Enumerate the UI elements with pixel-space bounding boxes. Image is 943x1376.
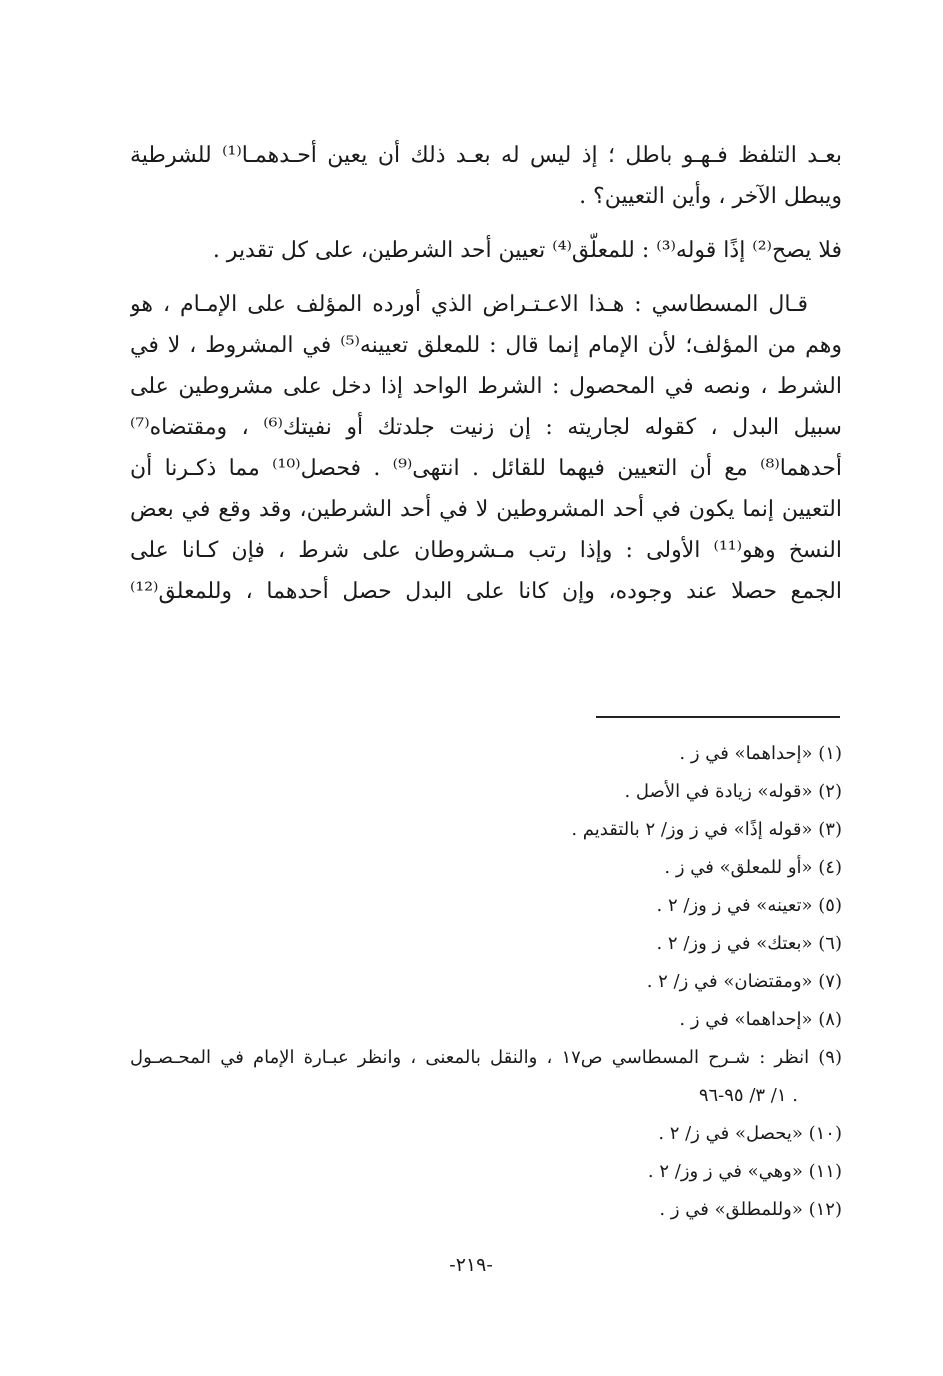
text-line: قـال المسطاسي : هـذا الاعـتـراض الذي أورده المؤلف على الإمـام ، هو bbox=[130, 292, 808, 317]
text-line: بعـد التلفظ فـهـو باطل ؛ إذ ليس له بعـد ذلك أن يعين أحـدهمـا⁽¹⁾ للشرطية bbox=[130, 143, 842, 168]
footnote: (١) «إحداهما» في ز . bbox=[679, 743, 842, 764]
footnote: (٤) «أو للمعلق» في ز . bbox=[664, 857, 842, 878]
text-line: التعيين إنما يكون في أحد المشروطين لا في أحد الشرطين، وقد وقع في بعض bbox=[130, 497, 842, 522]
footnote: (٦) «بعتك» في ز وز/ ٢ . bbox=[656, 933, 842, 954]
footnote-continuation: ١/ ٣/ ٩٥-٩٦ . bbox=[698, 1085, 798, 1106]
footnote-separator bbox=[596, 716, 840, 718]
footnote: (٣) «قوله إذًا» في ز وز/ ٢ بالتقديم . bbox=[571, 819, 842, 840]
text-line: فلا يصح⁽²⁾ إذًا قوله⁽³⁾ : للمعلّق⁽⁴⁾ تعيين أحد الشرطين، على كل تقدير . bbox=[212, 238, 842, 263]
text-line: وهم من المؤلف؛ لأن الإمام إنما قال : للمعلق تعيينه⁽⁵⁾ في المشروط ، لا في bbox=[130, 333, 842, 358]
footnote: (٨) «إحداهما» في ز . bbox=[679, 1009, 842, 1030]
footnote: (١١) «وهي» في ز وز/ ٢ . bbox=[647, 1161, 842, 1182]
page-number: -٢١٩- bbox=[449, 1254, 493, 1276]
text-line: سبيل البدل ، كقوله لجاريته : إن زنيت جلدتك أو نفيتك⁽⁶⁾ ، ومقتضاه⁽⁷⁾ bbox=[130, 415, 842, 440]
text-line: النسخ وهو⁽¹¹⁾ الأولى : وإذا رتب مـشروطان على شرط ، فإن كـانا على bbox=[130, 538, 842, 563]
footnote: (١٠) «يحصل» في ز/ ٢ . bbox=[658, 1123, 842, 1144]
text-line: أحدهما⁽⁸⁾ مع أن التعيين فيهما للقائل . انتهى⁽⁹⁾ . فحصل⁽¹⁰⁾ مما ذكـرنا أن bbox=[130, 456, 842, 481]
footnote: (٥) «تعينه» في ز وز/ ٢ . bbox=[656, 895, 842, 916]
footnote: (٢) «قوله» زيادة في الأصل . bbox=[624, 781, 842, 802]
text-line: الجمع حصلا عند وجوده، وإن كانا على البدل حصل أحدهما ، وللمعلق⁽¹²⁾ bbox=[130, 579, 842, 604]
footnotes bbox=[130, 735, 842, 1229]
text-line: ويبطل الآخر ، وأين التعيين؟ . bbox=[579, 184, 842, 209]
main-text bbox=[130, 135, 842, 612]
text-line: الشرط ، ونصه في المحصول : الشرط الواحد إذا دخل على مشروطين على bbox=[130, 374, 842, 399]
footnote: (٩) انظر : شـرح المسطاسي ص١٧ ، والنقل بالمعنى ، وانظر عبـارة الإمام في المحـصـول bbox=[130, 1047, 842, 1068]
footnote: (١٢) «وللمطلق» في ز . bbox=[659, 1199, 842, 1220]
footnote: (٧) «ومقتضان» في ز/ ٢ . bbox=[646, 971, 842, 992]
